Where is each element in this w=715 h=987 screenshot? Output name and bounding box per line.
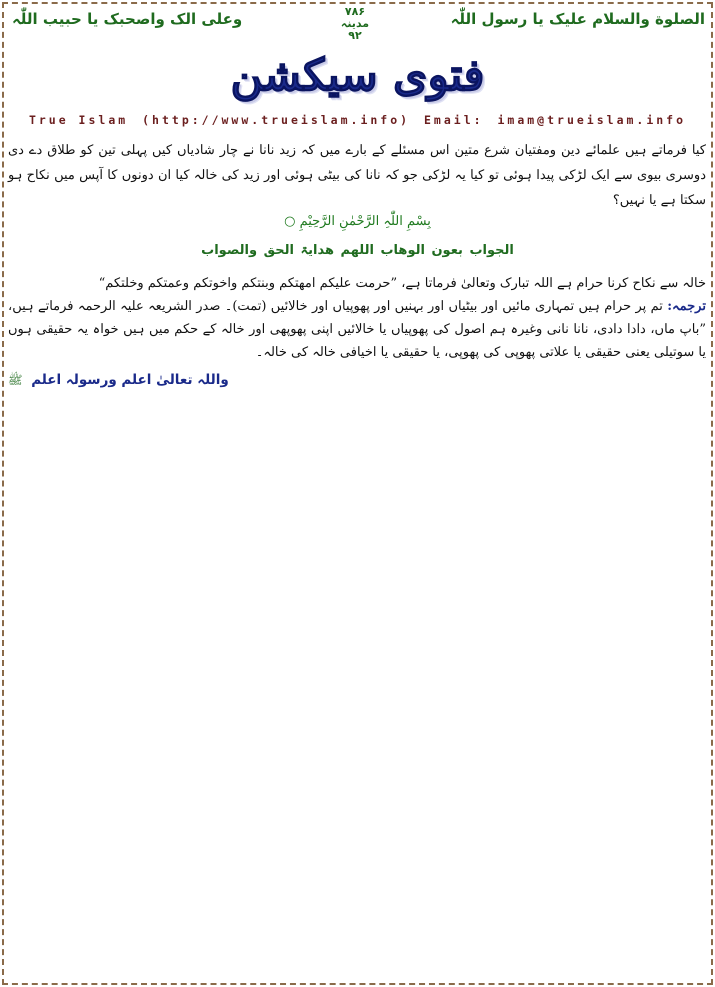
email-link[interactable]: imam@trueislam.info	[497, 113, 687, 127]
closing-line	[8, 372, 706, 390]
site-info-line	[0, 113, 715, 127]
bismillah: بِسْمِ اللّٰہِ الرَّحْمٰنِ الرَّحِیْمِ ○	[284, 214, 431, 229]
salutation-right: الصلوة والسلام علیک یا رسول اللّٰہ	[450, 10, 705, 28]
closing-text: واللہ تعالیٰ اعلم ورسولہ اعلم	[31, 372, 229, 388]
header	[0, 6, 715, 46]
answer-text	[8, 272, 706, 364]
header-92: ۹۲	[348, 29, 362, 42]
answer-intro: خالہ سے نکاح کرنا حرام ہے اللہ تبارک وتعالیٰ فرماتا ہے، ”حرمت علیکم امھتکم وبنتکم واخوتکم وعمتکم وخلتکم“	[98, 276, 706, 291]
question-text: کیا فرماتے ہیں علمائے دین ومفتیان شرع متین اس مسئلے کے بارے میں کہ زید نانا نے چار شادیاں کیں پہلی تین کو طلاق دے دی دوسری بیوی سے ایک لڑکی پیدا ہوئی تو کیا یہ لڑکی جو کہ نانا کی بیٹی ہوئی اور زید کی خالہ کیا ان دونوں کا آپس میں نکاح ہو سکتا ہے یا نہیں؟	[8, 143, 706, 208]
translation-text: تم پر حرام ہیں تمہاری مائیں اور بیٹیاں اور بہنیں اور پھوپیاں اور خالائیں (تمت)۔ صدر الشریعہ علیہ الرحمہ فرماتے ہیں، ”باپ ماں، دادا دادی، نانا نانی وغیرہ ہم اصول کی پھوپیاں یا خالائیں اپنی پھوپھی اور خالہ کے حکم میں ہیں خواہ یہ حقیقی ہوں یا سوتیلی یعنی حقیقی یا علاتی پھوپی کی پھوپی، یا حقیقی یا اخیافی خالہ کی خالہ۔	[8, 299, 706, 360]
answer-heading: الجواب بعون الوھاب اللھم ھدایۃ الحق والصواب	[201, 243, 514, 258]
honorific-glyph: ﷺ	[8, 373, 23, 387]
site-url-link[interactable]: (http://www.trueislam.info)	[142, 113, 411, 127]
header-center-numbers	[330, 6, 380, 42]
page-title: فتوی سیکشن	[230, 50, 485, 101]
header-786: ۷۸۶	[344, 5, 366, 18]
translation-label: ترجمہ:	[667, 299, 706, 314]
header-madina: مدینہ	[340, 17, 370, 30]
email-label: Email:	[424, 113, 484, 127]
salutation-left: وعلی الک واصحبک یا حبیب اللّٰہ	[12, 10, 243, 28]
site-name: True Islam	[28, 113, 129, 127]
